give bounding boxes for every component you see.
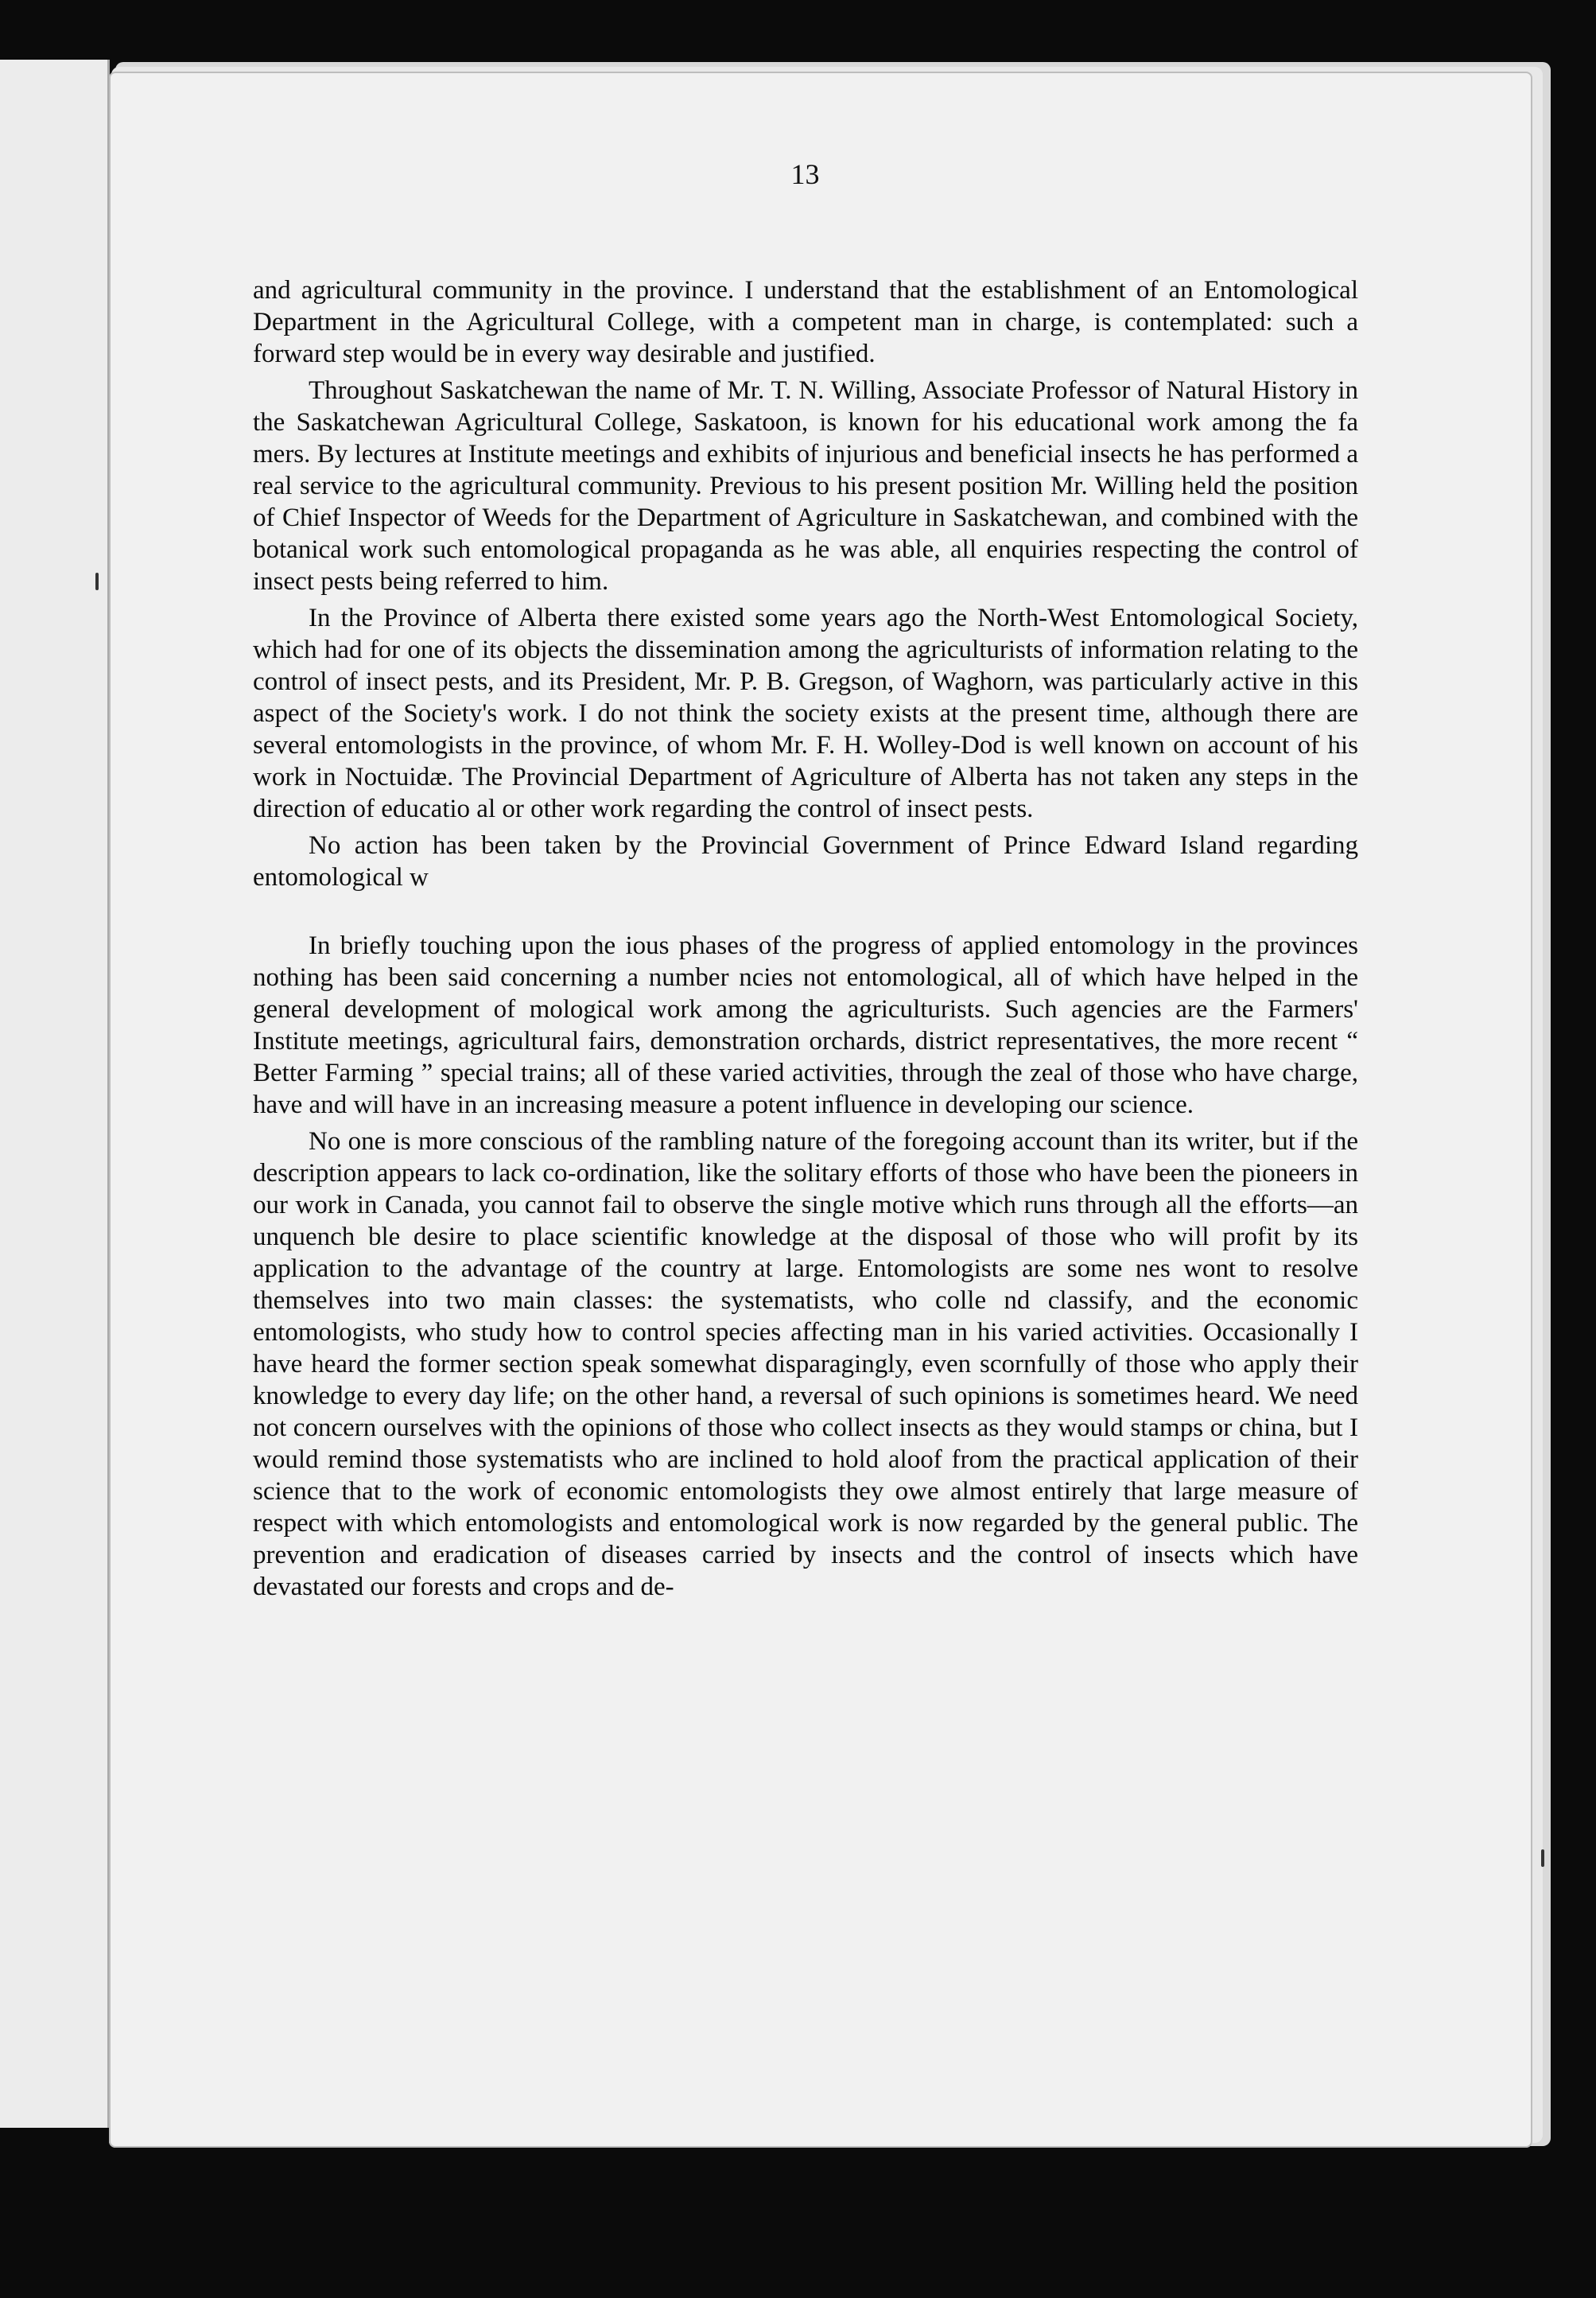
scan-artifact-mark xyxy=(95,573,99,590)
paragraph: In the Province of Alberta there existed some years ago the North-West Entomological Society, which had for one of its objects the dissemination among the agriculturists of information relating to the control of insect pests, and its President, Mr. P. B. Gregson, of Waghorn, was particularly active in this aspect of the Society's work. I do not think the society exists at the present time, although there are several entomologists in the province, of whom Mr. F. H. Wolley-Dod is well known on account of his work in Noctuidæ. The Provincial Department of Agriculture of Alberta has not taken any steps in the direction of educatio al or other work regarding the control of insect pests. xyxy=(253,604,1358,823)
body-text xyxy=(253,274,1358,1608)
paragraph: In briefly touching upon the ious phases of the progress of applied entomology in the provinces nothing has been said concerning a number ncies not entomological, all of which have helped in the general development of mological work among the agriculturists. Such agencies are the Farmers' Institute meetings, agricultural fairs, demonstration orchards, district representatives, the more recent “ Better Farming ” special trains; all of these varied activities, through the zeal of those who have charge, have and will have in an increasing measure a potent influence in developing our science. xyxy=(253,931,1358,1119)
paragraph: and agricultural community in the province. I understand that the establishment of an Entomological Department in the Agricultural College, with a competent man in charge, is contemplated: such a forward step would be in every way desirable and justified. xyxy=(253,276,1358,368)
paragraph: No one is more conscious of the rambling nature of the foregoing account than its writer, but if the description appears to lack co-ordination, like the solitary efforts of those who have been the pioneers in our work in Canada, you cannot fail to observe the single motive which runs through all the efforts—an unquench ble desire to place scientific knowledge at the disposal of those who will profit by its application to the advantage of the country at large. Entomologists are some nes wont to resolve themselves into two main classes: the systematists, who colle nd classify, and the economic entomologists, who study how to control species affecting man in his varied activities. Occasionally I have heard the former section speak somewhat disparagingly, even scornfully of those who apply their knowledge to every day life; on the other hand, a reversal of such opinions is sometimes heard. We need not concern ourselves with the opinions of those who collect insects as they would stamps or china, but I would remind those systematists who are inclined to hold aloof from the practical application of their science that to the work of economic entomologists they owe almost entirely that large measure of respect with which entomologists and entomological work is now regarded by the general public. The prevention and eradication of diseases carried by insects and the control of insects which have devastated our forests and crops and de- xyxy=(253,1127,1358,1601)
paragraph: Throughout Saskatchewan the name of Mr. T. N. Willing, Associate Professor of Natural History in the Saskatchewan Agricultural College, Saskatoon, is known for his educational work among the fa mers. By lectures at Institute meetings and exhibits of injurious and beneficial insects he has performed a real service to the agricultural community. Previous to his present position Mr. Willing held the position of Chief Inspector of Weeds for the Department of Agriculture in Saskatchewan, and combined with the botanical work such entomological propaganda as he was able, all enquiries respecting the control of insect pests being referred to him. xyxy=(253,376,1358,596)
page-number: 13 xyxy=(790,158,820,190)
paragraph: No action has been taken by the Provincial Government of Prince Edward Island regarding entomological w xyxy=(253,831,1358,892)
scan-artifact-mark xyxy=(1541,1849,1544,1867)
adjacent-page-edge xyxy=(0,60,110,2128)
